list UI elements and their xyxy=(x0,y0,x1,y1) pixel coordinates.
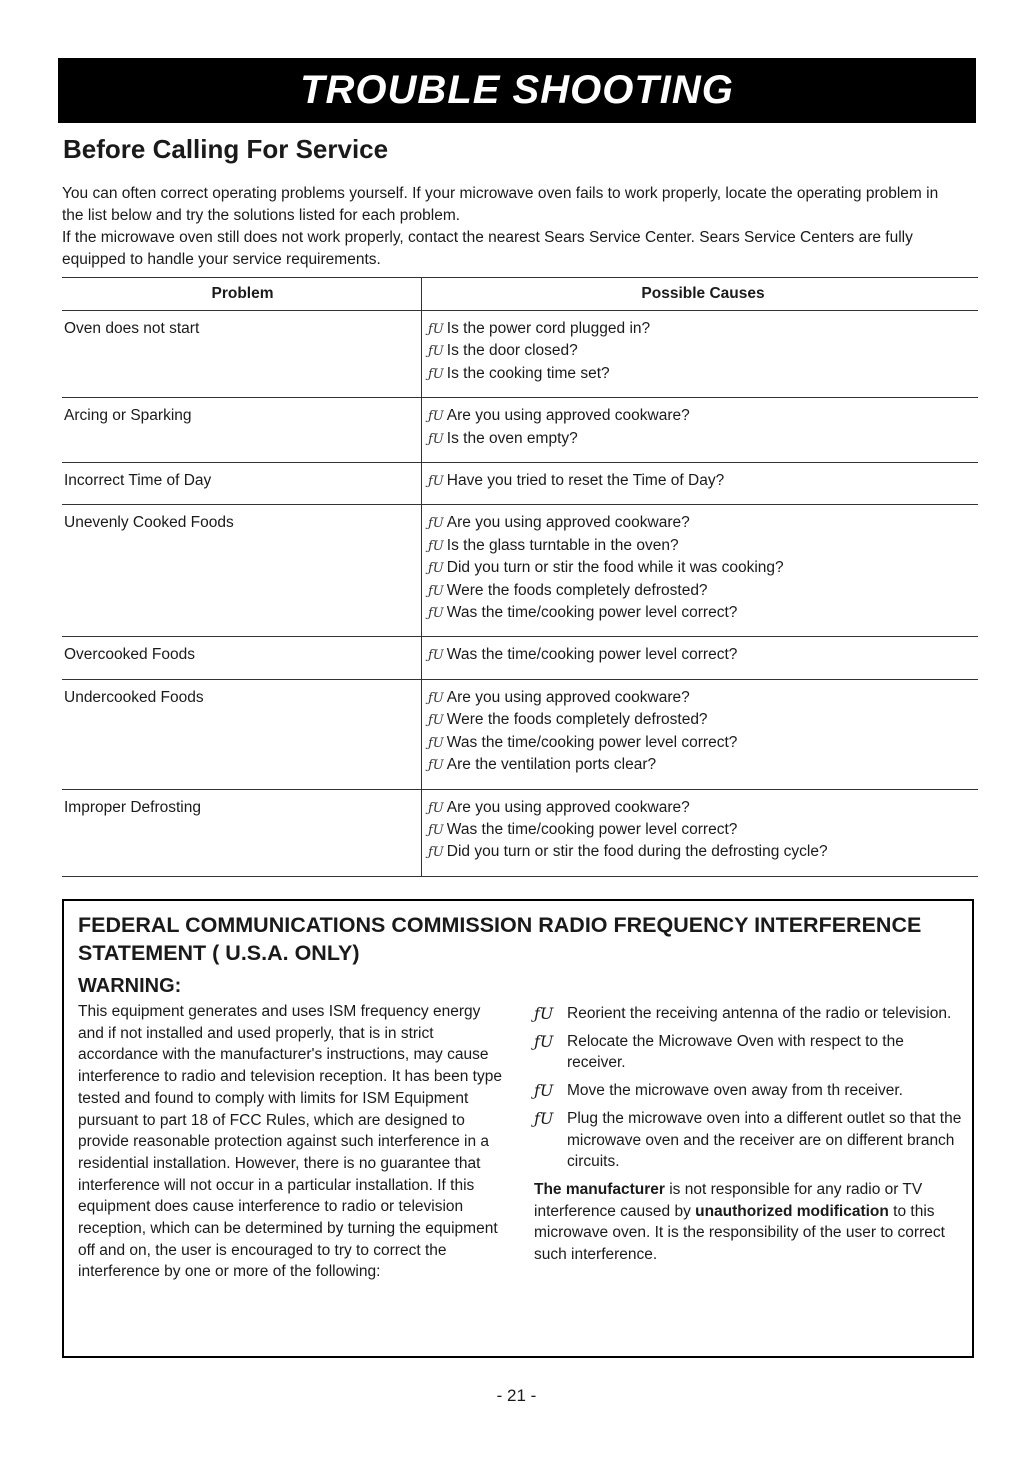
fcc-statement-box xyxy=(62,899,974,1358)
table-body xyxy=(62,311,978,877)
cause-item xyxy=(428,428,978,450)
cause-text: Were the foods completely defrosted? xyxy=(446,581,708,599)
causes-cell xyxy=(422,637,979,679)
cause-item xyxy=(428,340,978,362)
note-bold-modification: unauthorized modification xyxy=(695,1202,889,1220)
section-title: Before Calling For Service xyxy=(63,134,389,164)
page-number: - 21 - xyxy=(496,1386,537,1405)
manufacturer-note xyxy=(534,1179,964,1266)
cause-item xyxy=(428,405,978,427)
remedy-list xyxy=(534,1003,964,1266)
bullet-icon: ƒU xyxy=(428,538,444,554)
cause-text: Is the cooking time set? xyxy=(446,364,610,382)
bullet-icon: ƒU xyxy=(428,561,444,577)
bullet-icon: ƒU xyxy=(428,690,444,706)
intro-paragraph: If the microwave oven still does not work properly, contact the nearest Sears Service Center. Sears Service Centers are fully equipped to handle your service requirements. xyxy=(62,229,913,268)
cause-text: Is the oven empty? xyxy=(446,429,578,447)
problem-cell: Incorrect Time of Day xyxy=(62,463,422,505)
bullet-icon: ƒU xyxy=(428,322,444,337)
page-title: TROUBLE SHOOTING xyxy=(300,68,734,112)
warning-title: WARNING: xyxy=(78,975,182,997)
bullet-icon: ƒU xyxy=(428,366,444,382)
cause-text: Are you using approved cookware? xyxy=(446,798,690,816)
causes-cell xyxy=(422,311,979,398)
bullet-icon: ƒU xyxy=(428,606,444,622)
bullet-icon: ƒU xyxy=(428,735,444,751)
cause-item xyxy=(428,363,978,385)
cause-text: Are you using approved cookware? xyxy=(446,514,690,532)
cause-item xyxy=(428,709,978,731)
bullet-icon: ƒU xyxy=(428,648,444,664)
bullet-icon: ƒU xyxy=(428,713,444,729)
cause-item xyxy=(428,732,978,754)
cause-text: Was the time/cooking power level correct? xyxy=(446,733,738,751)
remedy-text: Move the microwave oven away from th receiver. xyxy=(567,1082,903,1100)
remedy-items xyxy=(534,1003,964,1173)
intro-text xyxy=(62,183,962,271)
cause-text: Were the foods completely defrosted? xyxy=(446,711,708,729)
troubleshooting-table xyxy=(62,277,978,877)
bullet-icon: ƒU xyxy=(428,344,444,360)
cause-item xyxy=(428,819,978,841)
cause-text: Is the door closed? xyxy=(446,342,578,360)
table-row xyxy=(62,637,978,679)
cause-text: Are you using approved cookware? xyxy=(446,688,690,706)
column-header-possible-causes: Possible Causes xyxy=(422,278,979,311)
fcc-title: FEDERAL COMMUNICATIONS COMMISSION RADIO FREQUENCY INTERFERENCE STATEMENT ( U.S.A. ONLY) xyxy=(78,913,922,965)
title-banner xyxy=(58,58,976,123)
intro-paragraph: You can often correct operating problems yourself. If your microwave oven fails to work properly, locate the operating problem in the list below and try the solutions listed for each problem. xyxy=(62,185,939,224)
problem-cell: Improper Defrosting xyxy=(62,789,422,876)
bullet-icon: ƒU xyxy=(534,1031,554,1051)
problem-cell: Arcing or Sparking xyxy=(62,398,422,463)
warning-text: This equipment generates and uses ISM frequency energy and if not installed and used properly, that is in strict accordance with the manufacturer's instructions, may cause interference to radio and television reception. It has been type tested and found to comply with limits for ISM Equipment pursuant to part 18 of FCC Rules, which are designed to provide reasonable protection against such interference in a residential installation. However, there is no guarantee that interference will not occur in a particular installation. If this equipment does cause interference to radio or television reception, which can be determined by turning the equipment off and on, the user is encouraged to try to correct the interference by one or more of the following: xyxy=(78,1003,502,1281)
cause-item xyxy=(428,797,978,819)
remedy-item xyxy=(534,1003,964,1025)
bullet-icon: ƒU xyxy=(534,1081,554,1101)
table-row xyxy=(62,398,978,463)
column-header-problem: Problem xyxy=(62,278,422,311)
bullet-icon: ƒU xyxy=(428,800,444,816)
table-row xyxy=(62,463,978,505)
causes-cell xyxy=(422,463,979,505)
cause-text: Did you turn or stir the food during the defrosting cycle? xyxy=(446,843,828,861)
cause-text: Was the time/cooking power level correct? xyxy=(446,820,738,838)
bullet-icon: ƒU xyxy=(428,409,444,425)
cause-item xyxy=(428,687,978,709)
cause-text: Is the power cord plugged in? xyxy=(446,320,651,337)
cause-text: Was the time/cooking power level correct? xyxy=(446,604,738,622)
table-row xyxy=(62,679,978,789)
cause-text: Is the glass turntable in the oven? xyxy=(446,536,679,554)
problem-cell: Undercooked Foods xyxy=(62,679,422,789)
problem-cell: Overcooked Foods xyxy=(62,637,422,679)
cause-item xyxy=(428,754,978,776)
remedy-item xyxy=(534,1031,964,1074)
table-row xyxy=(62,789,978,876)
bullet-icon: ƒU xyxy=(428,822,444,838)
table-row xyxy=(62,505,978,637)
bullet-icon: ƒU xyxy=(534,1004,554,1023)
causes-cell xyxy=(422,789,979,876)
remedy-text: Plug the microwave oven into a different outlet so that the microwave oven and the receiver are on different branch circuits. xyxy=(567,1109,962,1171)
remedy-item xyxy=(534,1080,964,1102)
causes-cell xyxy=(422,398,979,463)
cause-text: Are you using approved cookware? xyxy=(446,407,690,425)
table-row xyxy=(62,311,978,398)
cause-item xyxy=(428,644,978,666)
table-header-row xyxy=(62,278,978,311)
remedy-text: Relocate the Microwave Oven with respect to the receiver. xyxy=(567,1032,904,1072)
remedy-item xyxy=(534,1108,964,1173)
cause-item xyxy=(428,580,978,602)
cause-item xyxy=(428,512,978,534)
cause-item xyxy=(428,602,978,624)
bullet-icon: ƒU xyxy=(428,758,444,774)
cause-item xyxy=(428,557,978,579)
cause-text: Did you turn or stir the food while it was cooking? xyxy=(446,559,784,577)
cause-text: Have you tried to reset the Time of Day? xyxy=(446,472,725,490)
bullet-icon: ƒU xyxy=(428,516,444,532)
remedy-text: Reorient the receiving antenna of the radio or television. xyxy=(567,1005,952,1022)
cause-item xyxy=(428,470,978,492)
problem-cell: Unevenly Cooked Foods xyxy=(62,505,422,637)
bullet-icon: ƒU xyxy=(534,1108,554,1128)
cause-text: Are the ventilation ports clear? xyxy=(446,756,657,774)
note-text: is not responsible for any radio or TV interference caused by xyxy=(534,1180,923,1220)
causes-cell xyxy=(422,679,979,789)
cause-item xyxy=(428,535,978,557)
cause-text: Was the time/cooking power level correct? xyxy=(446,646,738,664)
problem-cell: Oven does not start xyxy=(62,311,422,398)
cause-item xyxy=(428,841,978,863)
note-text: to this microwave oven. It is the responsibility of the user to correct such interference. xyxy=(534,1202,945,1264)
bullet-icon: ƒU xyxy=(428,431,444,447)
bullet-icon: ƒU xyxy=(428,845,444,861)
bullet-icon: ƒU xyxy=(428,583,444,599)
bullet-icon: ƒU xyxy=(428,474,444,490)
cause-item xyxy=(428,318,978,340)
note-bold-manufacturer: The manufacturer xyxy=(534,1180,665,1198)
causes-cell xyxy=(422,505,979,637)
